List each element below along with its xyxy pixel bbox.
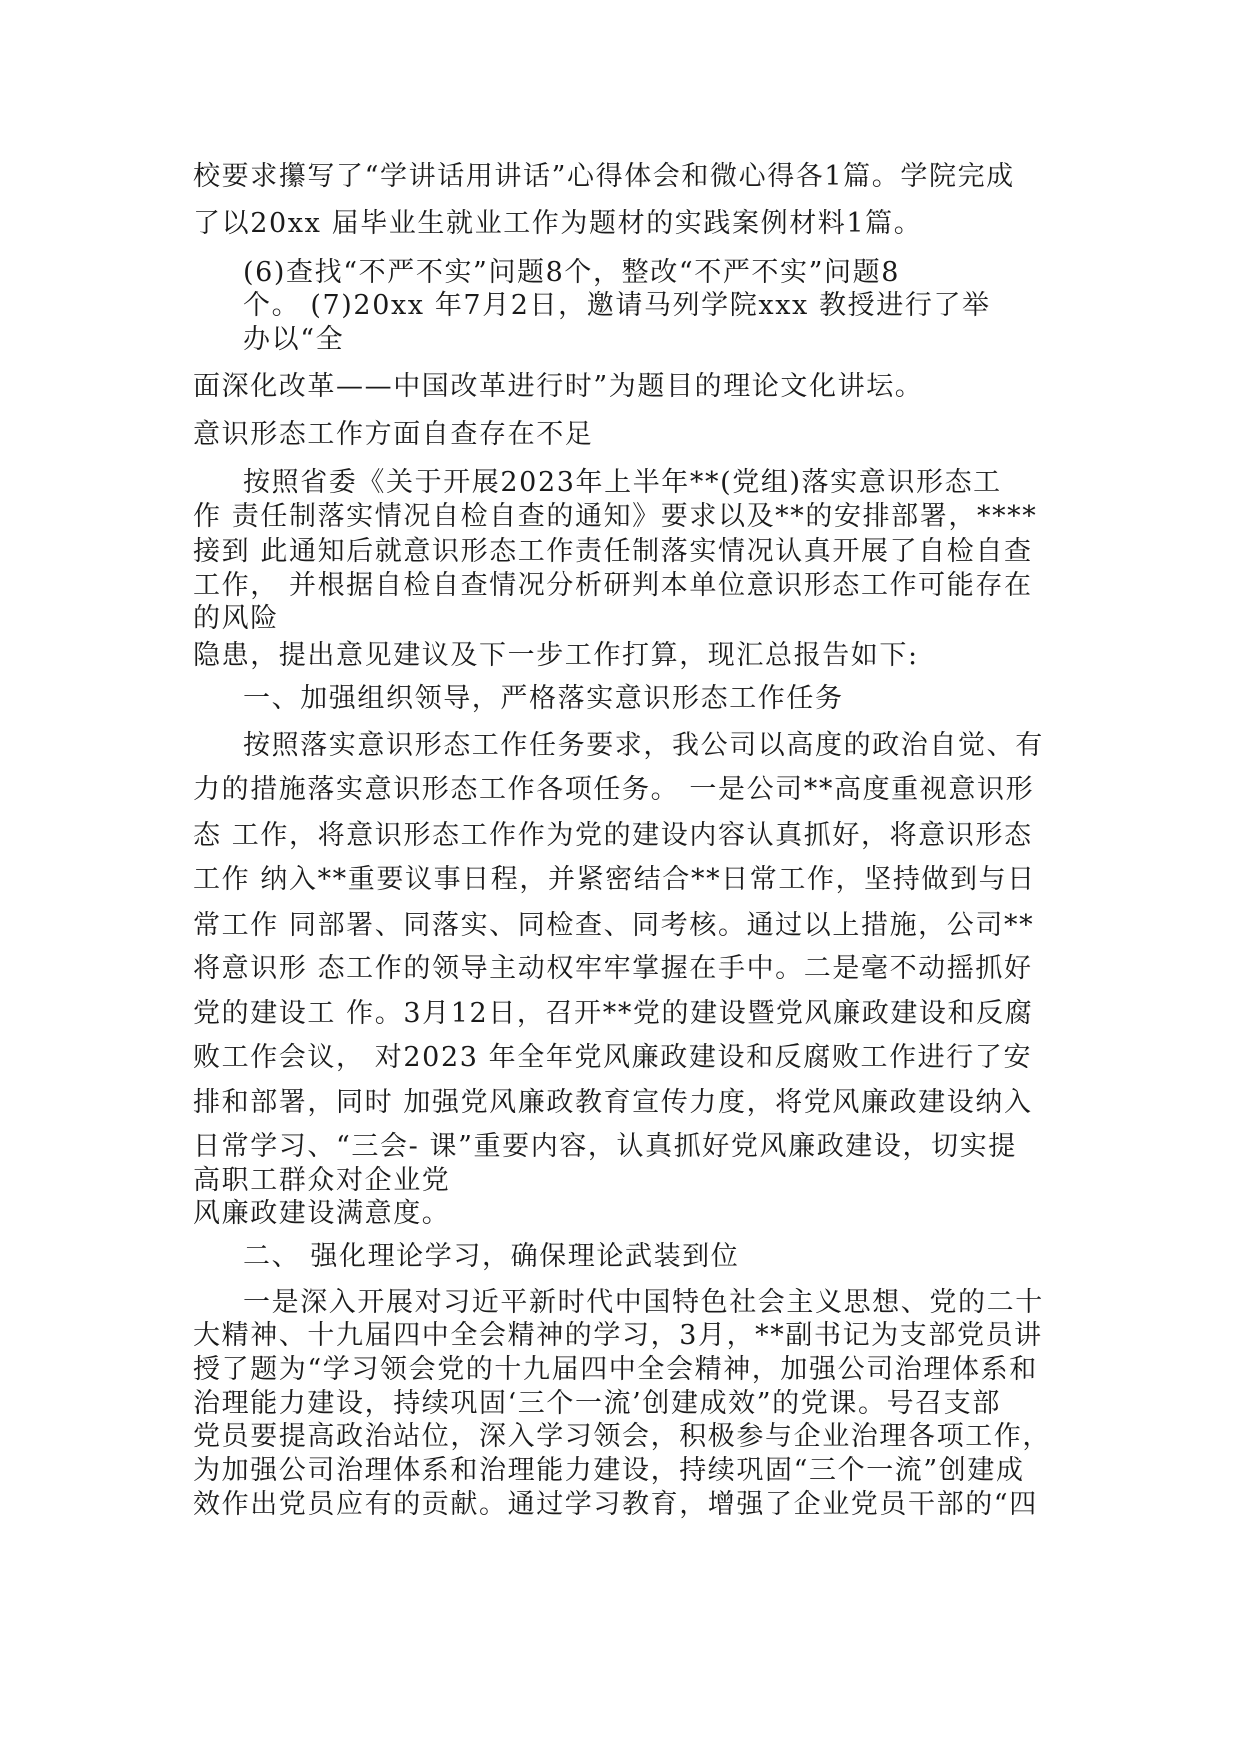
section-heading: 一、加强组织领导，严格落实意识形态工作任务 [243,683,844,714]
text-line: 工作 纳入**重要议事日程，并紧密结合**日常工作，坚持做到与日 [193,864,1036,895]
text-line: 为加强公司治理体系和治理能力建设，持续巩固“三个一流”创建成 [193,1455,1025,1486]
text-line: 风廉政建设满意度。 [193,1198,451,1229]
text-line: 授了题为“学习领会党的十九届四中全会精神，加强公司治理体系和 [193,1354,1038,1385]
section-heading: 二、 强化理论学习，确保理论武装到位 [243,1241,740,1272]
text-line: 治理能力建设，持续巩固‘三个一流’创建成效”的党课。号召支部 [193,1388,1001,1419]
text-line: 大精神、十九届四中全会精神的学习，3月，**副书记为支部党员讲 [193,1320,1043,1351]
text-line: 排和部署，同时 加强党风廉政教育宣传力度，将党风廉政建设纳入 [193,1087,1033,1118]
text-line: 面深化改革——中国改革进行时”为题目的理论文化讲坛。 [193,371,924,402]
text-line: 高职工群众对企业党 [193,1165,451,1196]
text-line: 的风险 [193,603,279,634]
text-line: 日常学习、“三会- 课”重要内容，认真抓好党风廉政建设，切实提 [193,1131,1017,1162]
text-line: 作 责任制落实情况自检自查的通知》要求以及**的安排部署，**** [193,501,1038,532]
text-line: 常工作 同部署、同落实、同检查、同考核。通过以上措施，公司** [193,910,1035,941]
text-line: 按照省委《关于开展2023年上半年**(党组)落实意识形态工 [243,467,1002,498]
text-line: 工作， 并根据自检自查情况分析研判本单位意识形态工作可能存在 [193,570,1033,601]
text-line: 党的建设工 作。3月12日，召开**党的建设暨党风廉政建设和反腐 [193,998,1034,1029]
text-line: 力的措施落实意识形态工作各项任务。 一是公司**高度重视意识形 [193,774,1035,805]
text-line: 态 工作，将意识形态工作作为党的建设内容认真抓好，将意识形态 [193,820,1033,851]
text-line: 一是深入开展对习近平新时代中国特色社会主义思想、党的二十 [243,1287,1044,1318]
text-line: 将意识形 态工作的领导主动权牢牢掌握在手中。二是毫不动摇抓好 [193,953,1033,984]
text-line: 隐患，提出意见建议及下一步工作打算，现汇总报告如下: [193,640,919,671]
text-line: 个。 (7)20xx 年7月2日，邀请马列学院xxx 教授进行了举 [243,290,991,321]
text-line: (6)查找“不严不实”问题8个，整改“不严不实”问题8 [243,257,901,288]
text-line: 办以“全 [243,324,345,355]
text-line: 接到 此通知后就意识形态工作责任制落实情况认真开展了自检自查 [193,536,1033,567]
text-line: 败工作会议， 对2023 年全年党风廉政建设和反腐败工作进行了安 [193,1042,1033,1073]
text-line: 按照落实意识形态工作任务要求，我公司以高度的政治自觉、有 [243,730,1044,761]
text-line: 了以20xx 届毕业生就业工作为题材的实践案例材料1篇。 [193,208,923,239]
text-line: 校要求攥写了“学讲话用讲话”心得体会和微心得各1篇。学院完成 [193,161,1015,192]
text-line: 党员要提高政治站位，深入学习领会，积极参与企业治理各项工作， [193,1421,1051,1452]
text-line: 效作出党员应有的贡献。通过学习教育，增强了企业党员干部的“四 [193,1489,1038,1520]
section-heading: 意识形态工作方面自查存在不足 [193,419,594,450]
